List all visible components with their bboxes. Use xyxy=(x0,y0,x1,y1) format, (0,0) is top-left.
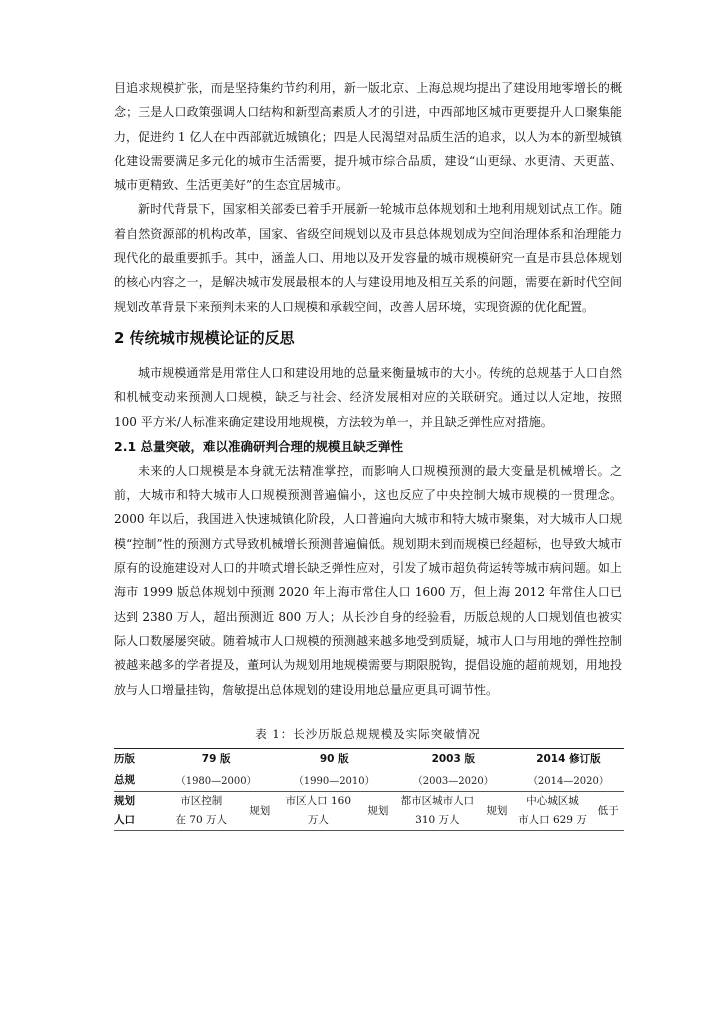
version-range: （1980—2000） xyxy=(158,769,275,792)
plan-line1: 中心城区城 xyxy=(526,794,579,807)
section-heading-2: 2 传统城市规模论证的反思 xyxy=(114,328,295,347)
plan-cell xyxy=(158,791,245,830)
table-header-row xyxy=(114,748,624,769)
plan-line2: 市人口 629 万 xyxy=(518,813,587,826)
plan-side: 规划 xyxy=(245,791,275,830)
plan-label xyxy=(114,791,158,830)
paragraph-population-forecast: 未来的人口规模是本身就无法精准掌控，而影响人口规模预测的最大变量是机械增长。之前，大城市和特大城市人口规模预测普遍偏小，这也反应了中央控制大城市规模的一贯理念。2000 年以后，我国进入快速城镇化阶段，人口普遍向大城市和特大城市聚集，对大城市人口规模“控制”性的预测方式导致机械增长预测普遍偏低。规划期未到而规模已经超标，也导致大城市原有的设施建设对人口的井喷式增长缺乏弹性应对，引发了城市超负荷运转等城市病问题。如上海市 1999 版总体规划中预测 2020 年上海市常住人口 1600 万，但上海 2012 年常住人口已达到 2380 万人，超出预测近 800 万人；从长沙自身的经验看，历版总规的人口规划值也被实际人口数屡屡突破。随着城市人口规模的预测越来越多地受到质疑，城市人口与用地的弹性控制被越来越多的学者提及，董珂认为规划用地规模需要与期限脱钩，提倡设施的超前规划，用地投放与人口增量挂钩，詹敏提出总体规划的建设用地总量应更具可调节性。 xyxy=(114,463,622,697)
paragraph-city-scale: 城市规模通常是用常住人口和建设用地的总量来衡量城市的大小。传统的总规基于人口自然和机械变动来预测人口规模，缺乏与社会、经济发展相对应的关联研究。通过以人定地，按照 100 平方米/人标准来确定建设用地规模，方法较为单一，并且缺乏弹性应对措施。 xyxy=(114,365,622,429)
table-range-row xyxy=(114,769,624,792)
plan-label-top: 规划 xyxy=(114,794,135,807)
plan-cell xyxy=(513,791,592,830)
subsection-heading-2-1: 2.1 总量突破，难以准确研判合理的规模且缺乏弹性 xyxy=(114,438,403,454)
plan-label-bottom: 人口 xyxy=(114,813,135,826)
plan-cell xyxy=(394,791,481,830)
version-range: （1990—2010） xyxy=(275,769,394,792)
plan-cell xyxy=(275,791,362,830)
version-name: 79 版 xyxy=(201,753,231,766)
header-label-top: 历版 xyxy=(114,753,135,766)
version-name: 2014 修订版 xyxy=(536,753,601,766)
header-label-bottom: 总规 xyxy=(114,769,158,792)
table-row xyxy=(114,791,624,830)
plan-line2: 310 万人 xyxy=(415,813,460,826)
paragraph-new-era: 新时代背景下，国家相关部委已着手开展新一轮城市总体规划和土地利用规划试点工作。随着自然资源部的机构改革，国家、省级空间规划以及市县总体规划成为空间治理体系和治理能力现代化的最重要抓手。其中，涵盖人口、用地以及开发容量的城市规模研究一直是市县总体规划的核心内容之一，是解决城市发展最根本的人与建设用地及相互关系的问题，需要在新时代空间规划改革背景下来预判未来的人口规模和承载空间，改善人居环境，实现资源的优化配置。 xyxy=(114,202,622,314)
version-range: （2014—2020） xyxy=(513,769,624,792)
plan-line1: 市区人口 160 xyxy=(285,794,352,807)
document-page xyxy=(114,76,622,831)
plan-line2: 万人 xyxy=(307,813,329,826)
version-range: （2003—2020） xyxy=(394,769,513,792)
plan-side: 规划 xyxy=(481,791,513,830)
plan-line1: 都市区城市人口 xyxy=(400,794,475,807)
paragraph-intro-continued: 目追求规模扩张，而是坚持集约节约利用，新一版北京、上海总规均提出了建设用地零增长的概念；三是人口政策强调人口结构和新型高素质人才的引进，中西部地区城市更要提升人口聚集能力，促进约 1 亿人在中西部就近城镇化；四是人民渴望对品质生活的追求，以人为本的新型城镇化建设需要满足多元化的城市生活需要，提升城市综合品质，建设“山更绿、水更清、天更蓝、城市更精致、生活更美好”的生态宜居城市。 xyxy=(114,81,622,193)
plan-line2: 在 70 万人 xyxy=(175,813,228,826)
version-name: 2003 版 xyxy=(431,753,475,766)
version-name: 90 版 xyxy=(319,753,349,766)
planning-table xyxy=(114,748,624,831)
table-caption: 表 1：长沙历版总规规模及实际突破情况 xyxy=(255,726,481,741)
plan-line1: 市区控制 xyxy=(180,794,223,807)
plan-side: 规划 xyxy=(362,791,394,830)
plan-side: 低于 xyxy=(592,791,624,830)
